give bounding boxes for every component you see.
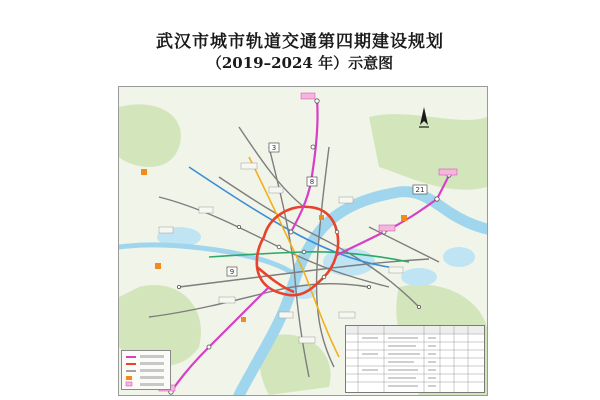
project-table-grid	[346, 326, 484, 392]
lake	[443, 247, 475, 267]
page-title: 武汉市城市轨道交通第四期建设规划	[156, 32, 444, 52]
legend-swatches	[122, 351, 170, 389]
project-table	[345, 325, 485, 393]
map-legend	[121, 350, 171, 390]
line-badge-label: 3	[271, 144, 277, 152]
page-subtitle: （2019–2024 年）示意图	[206, 54, 394, 72]
line-badge-label: 21	[415, 186, 425, 194]
line-badge-label: 9	[229, 268, 235, 276]
lake	[401, 268, 437, 286]
line-badge-label: 8	[309, 178, 315, 186]
